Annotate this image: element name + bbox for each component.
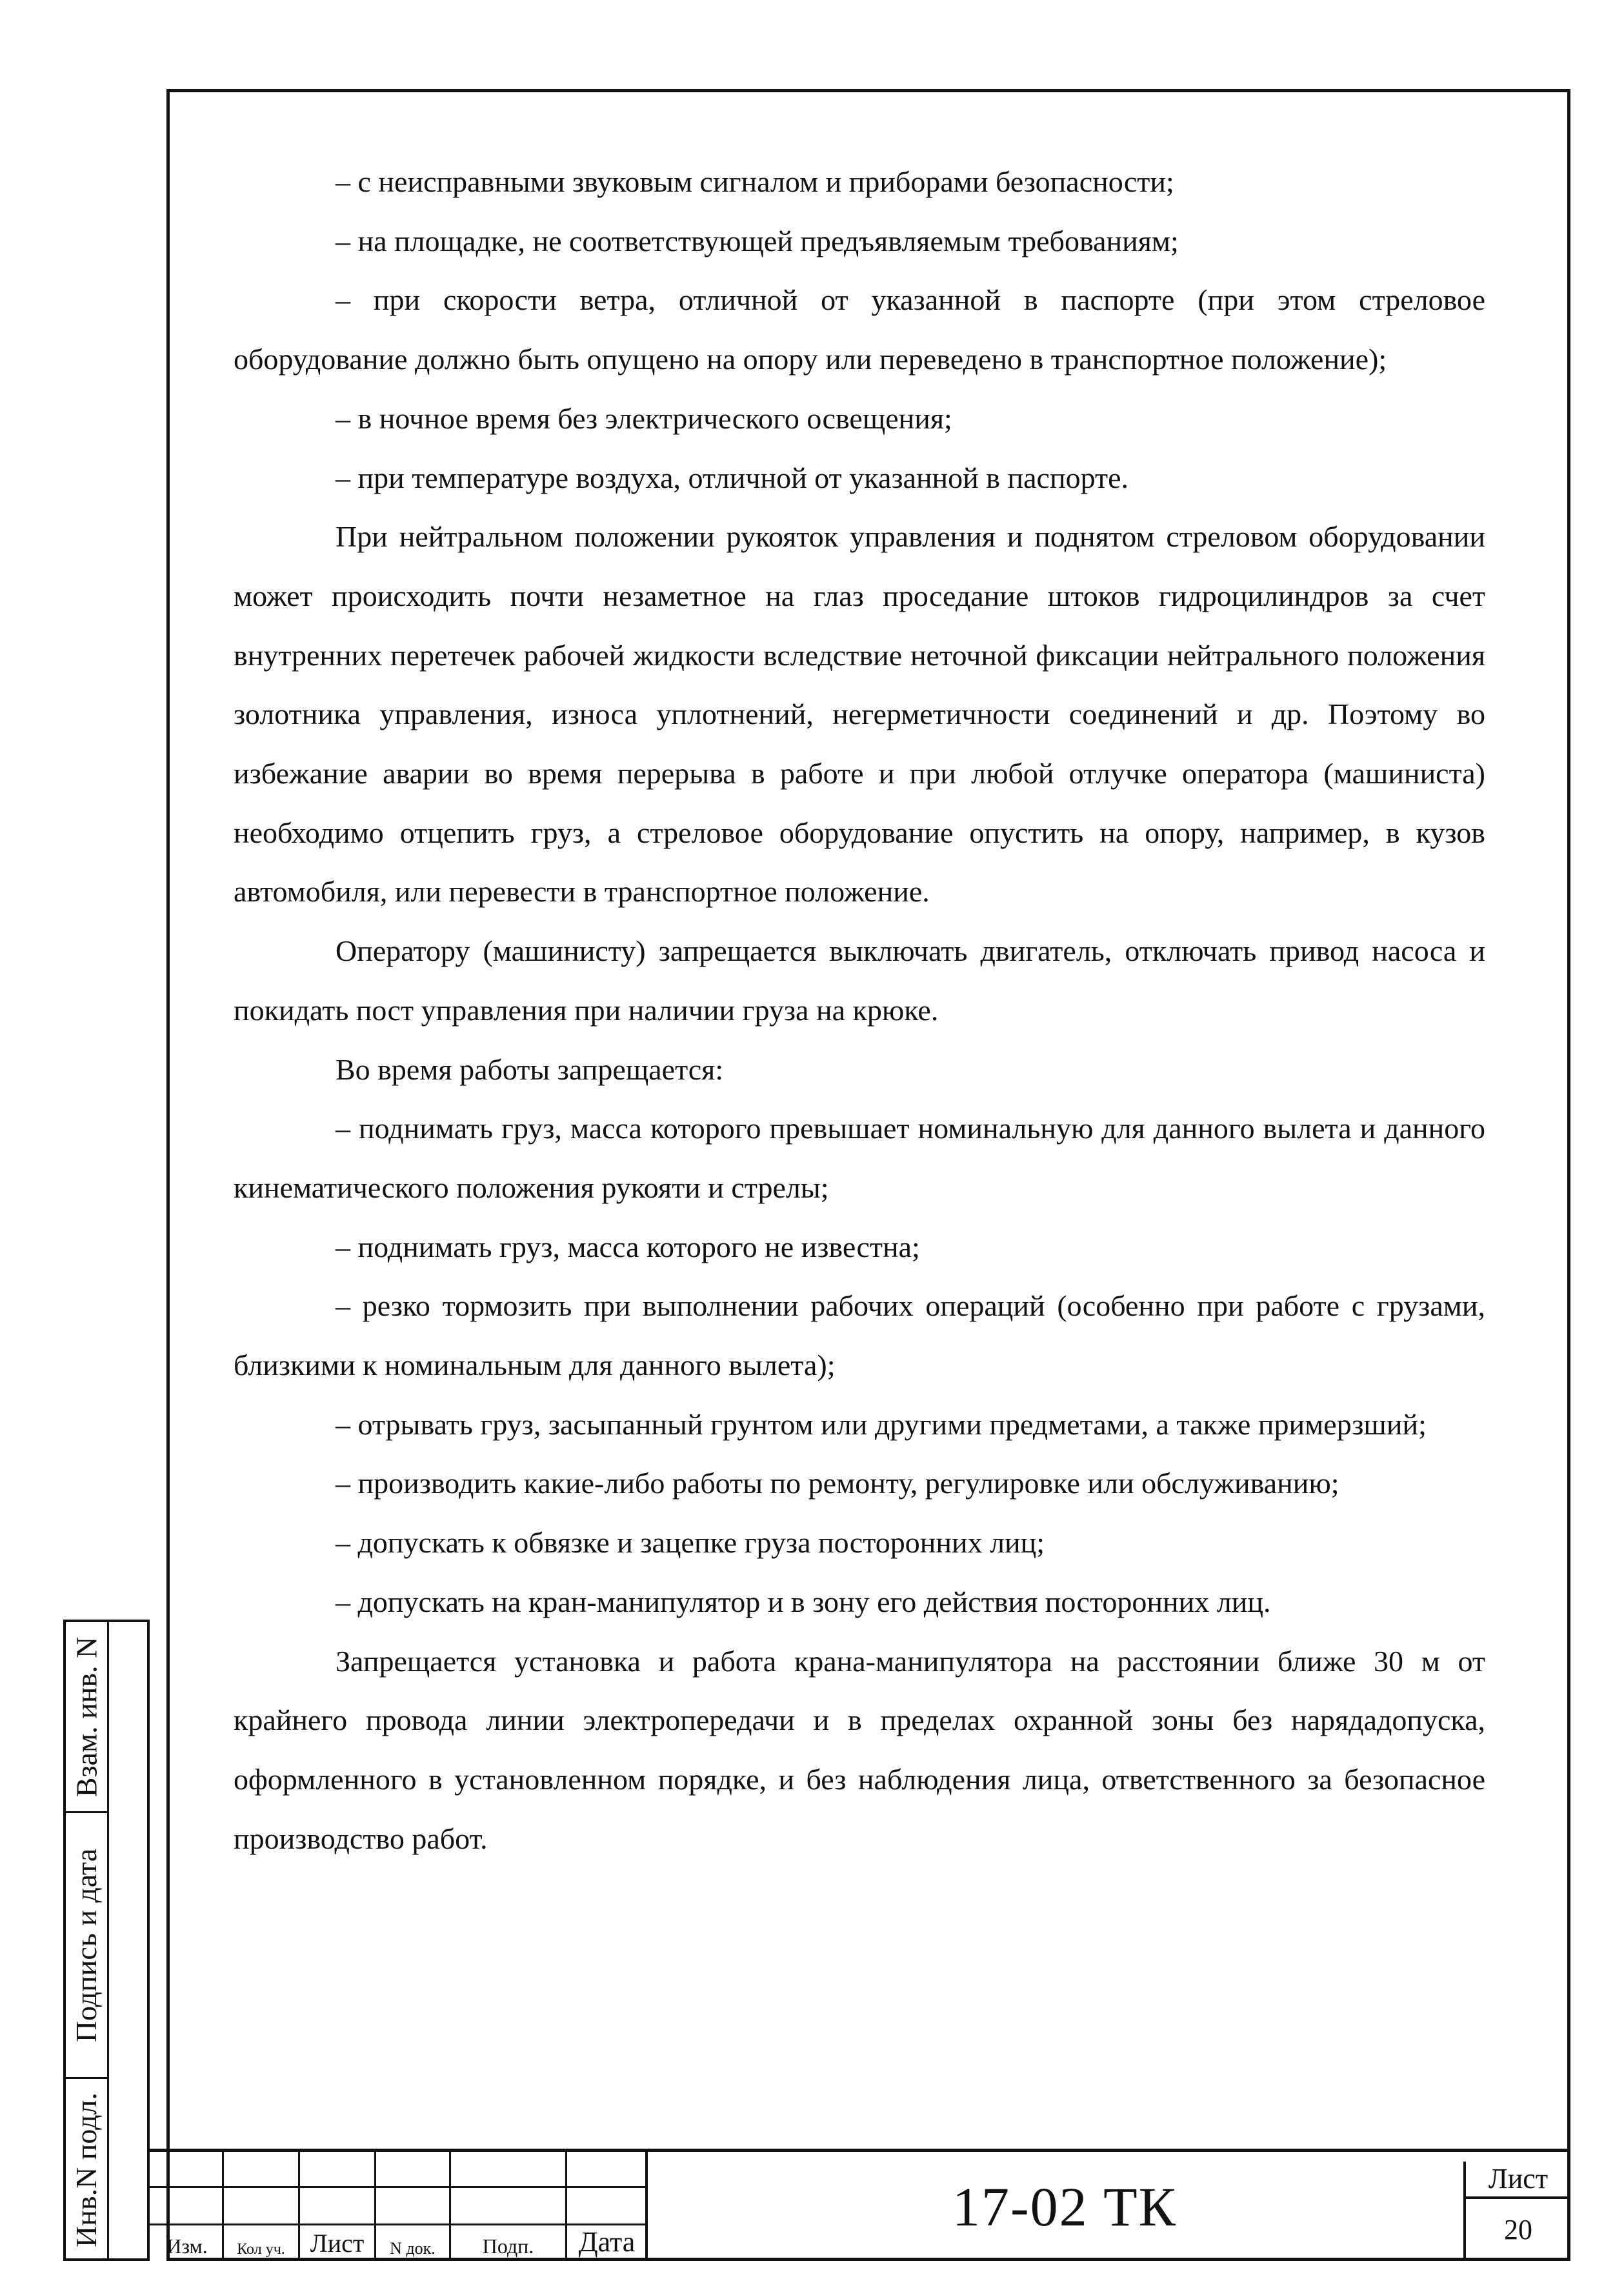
side-cell-podpis [66, 1813, 107, 2079]
sheet-number: 20 [1504, 2214, 1532, 2245]
list-item: – отрывать груз, засыпанный грунтом или другими предметами, а также примерзший; [336, 1407, 1427, 1441]
list-item: – в ночное время без электрического освещения; [336, 401, 952, 435]
header-podp: Подп. [482, 2234, 534, 2258]
side-cell-vzam [66, 1622, 107, 1813]
list-item: – допускать к обвязке и зацепке груза посторонних лиц; [336, 1526, 1045, 1560]
side-label-podpis-data: Подпись и дата [70, 1848, 103, 2042]
list-item: – резко тормозить при выполнении рабочих операций (особенно при работе с грузами, близкими к номинальным для данного вылета); [234, 1289, 1485, 1382]
side-cell-inv-podl [66, 2079, 107, 2261]
list-item: – с неисправными звуковым сигналом и приборами безопасности; [336, 165, 1174, 198]
list-item: – поднимать груз, масса которого не известна; [336, 1230, 920, 1263]
sheet-box [1463, 2162, 1570, 2261]
side-label-vzam-inv: Взам. инв. N [70, 1636, 103, 1797]
list-item: – производить какие-либо работы по ремонту, регулировке или обслуживанию; [336, 1467, 1339, 1500]
paragraph: Запрещается установка и работа крана-манипулятора на расстоянии ближе 30 м от крайнего провода линии электропередачи и в пределах охранной зоны без нарядадопуска, оформленного в установленном порядке, и без наблюдения лица, ответственного за безопасное производство работ. [234, 1644, 1485, 1855]
document-body [234, 152, 1485, 1868]
side-label-inv-podl: Инв.N подл. [70, 2093, 103, 2247]
paragraph: Оператору (машинисту) запрещается выключать двигатель, отключать привод насоса и покидать пост управления при наличии груза на крюке. [234, 934, 1485, 1027]
header-n-dok: N док. [390, 2239, 436, 2258]
header-list: Лист [310, 2229, 365, 2258]
side-stamp [63, 1620, 150, 2261]
paragraph: При нейтральном положении рукояток управления и поднятом стреловом оборудовании может происходить почти незаметное на глаз проседание штоков гидроцилиндров за счет внутренних перетечек рабочей жидкости вследствие неточной фиксации нейтрального положения золотника управления, износа уплотнений, негерметичности соединений и др. Поэтому во избежание аварии во время перерыва в работе и при любой отлучке оператора (машиниста) необходимо отцепить груз, а стреловое оборудование опустить на опору, например, в кузов автомобиля, или перевести в транспортное положение. [234, 520, 1485, 909]
list-item: – при температуре воздуха, отличной от указанной в паспорте. [336, 461, 1128, 494]
sheet-label: Лист [1466, 2162, 1570, 2199]
paragraph-heading: Во время работы запрещается: [336, 1052, 724, 1086]
list-item: – поднимать груз, масса которого превышает номинальную для данного вылета и данного кинематического положения рукояти и стрелы; [234, 1112, 1485, 1204]
list-item: – допускать на кран-манипулятор и в зону его действия посторонних лиц. [336, 1585, 1271, 1618]
grid-line [150, 2186, 647, 2188]
document-code: 17-02 ТК [952, 2176, 1178, 2238]
header-data: Дата [578, 2226, 636, 2258]
header-kol-uch: Кол уч. [237, 2241, 285, 2258]
title-block-divider [645, 2149, 648, 2261]
revision-grid [150, 2149, 647, 2261]
list-item: – на площадке, не соответствующей предъявляемым требованиям; [336, 224, 1179, 257]
list-item: – при скорости ветра, отличной от указанной в паспорте (при этом стреловое оборудование должно быть опущено на опору или переведено в транспортное положение); [234, 283, 1485, 376]
header-izm: Изм. [166, 2234, 208, 2258]
side-stamp-label-column [66, 1622, 109, 2258]
